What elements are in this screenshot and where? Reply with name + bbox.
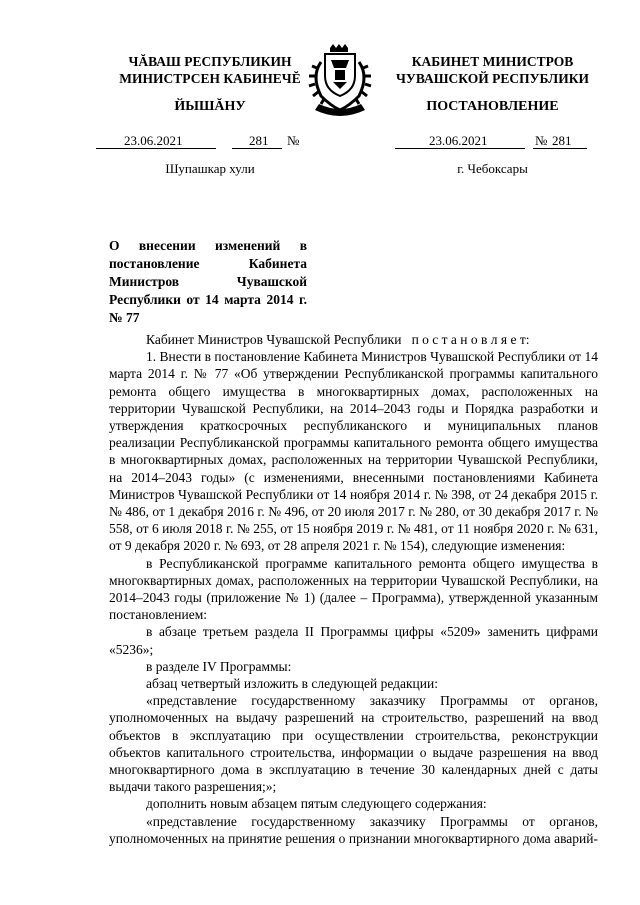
document-body [109, 331, 598, 847]
paragraph-1: 1. Внести в постановление Кабинета Министров Чувашской Республики от 14 марта 2014 г. № 77 «Об утверждении Республиканской программы капитального ремонта общего имущества в многоквартирных домах, расположенных на территории Чувашской Республики, на 2014–2043 годы и Порядка разработки и утверждения краткосрочных республиканского и муниципальных планов реализации Республиканской программы капитального ремонта общего имущества в многоквартирных домах, расположенных на территории Чувашской Республики, на 2014–2043 годы» (с изменениями, внесенными постановлениями Кабинета Министров Чувашской Республики от 14 ноября 2014 г. № 398, от 24 декабря 2015 г. № 486, от 1 декабря 2016 г. № 496, от 20 июля 2017 г. № 280, от 30 декабря 2017 г. № 558, от 6 июля 2018 г. № 255, от 15 ноября 2019 г. № 481, от 11 ноября 2020 г. № 631, от 9 декабря 2020 г. № 693, от 28 апреля 2021 г. № 154), следующие изменения: [109, 349, 598, 554]
intro-name: Кабинет Министров Чувашской Республики [146, 332, 402, 347]
header-left-city: Шупашкар хули [165, 161, 255, 176]
header-left-org [95, 53, 325, 87]
paragraph-8: «представление государственному заказчику Программы от органов, уполномоченных на принятие решения о признании многоквартирного дома аварий- [109, 813, 598, 846]
header-right-no-sign: № [535, 133, 548, 148]
header-left-date-number [96, 133, 310, 151]
coat-of-arms-icon [297, 42, 383, 120]
header-right-date: 23.06.2021 [429, 133, 488, 148]
header-right-line2: ЧУВАШСКОЙ РЕСПУБЛИКИ [396, 71, 589, 86]
header-right-number: 281 [552, 133, 572, 148]
header-right-org [385, 53, 600, 87]
intro-paragraph [109, 331, 598, 348]
paragraph-6: «представление государственному заказчику Программы от органов, уполномоченных на выдачу разрешений на строительство, разрешений на ввод объектов в эксплуатацию при осуществлении строительства, реконструкции объектов капитального строительства, информации о выдаче разрешения на ввод многоквартирного дома в эксплуатацию в течение 30 календарных дней с даты выдачи такого разрешения;»; [109, 693, 598, 795]
header-left-doc-type: ЙЫШĂНУ [174, 99, 246, 114]
header-right-date-number [395, 133, 595, 151]
header-left-line1: ЧĂВАШ РЕСПУБЛИКИН [128, 54, 292, 69]
paragraph-3: в абзаце третьем раздела II Программы цифры «5209» заменить цифрами «5236»; [109, 624, 598, 657]
paragraph-7: дополнить новым абзацем пятым следующего содержания: [146, 796, 487, 812]
header-left-line2: МИНИСТРСЕН КАБИНЕЧĔ [119, 71, 301, 86]
intro-verb: п о с т а н о в л я е т: [411, 332, 530, 347]
header-left-date: 23.06.2021 [124, 133, 183, 148]
header-left-number: 281 [249, 133, 269, 148]
header-left-no-sign: № [287, 133, 300, 148]
paragraph-4: в разделе IV Программы: [146, 658, 292, 674]
paragraph-5: абзац четвертый изложить в следующей редакции: [146, 676, 438, 692]
paragraph-2: в Республиканской программе капитального ремонта общего имущества в многоквартирных домах, расположенных на территории Чувашской Республики, на 2014–2043 годы (приложение № 1) (далее – Программа), утвержденной указанным постановлением: [109, 555, 598, 623]
header-right-city: г. Чебоксары [457, 161, 528, 176]
document-title: О внесении изменений в постановление Кабинета Министров Чувашской Республики от 14 марта 2014 г. № 77 [109, 238, 307, 325]
header-right-doc-type: ПОСТАНОВЛЕНИЕ [426, 99, 559, 114]
header-right-line1: КАБИНЕТ МИНИСТРОВ [411, 54, 574, 69]
